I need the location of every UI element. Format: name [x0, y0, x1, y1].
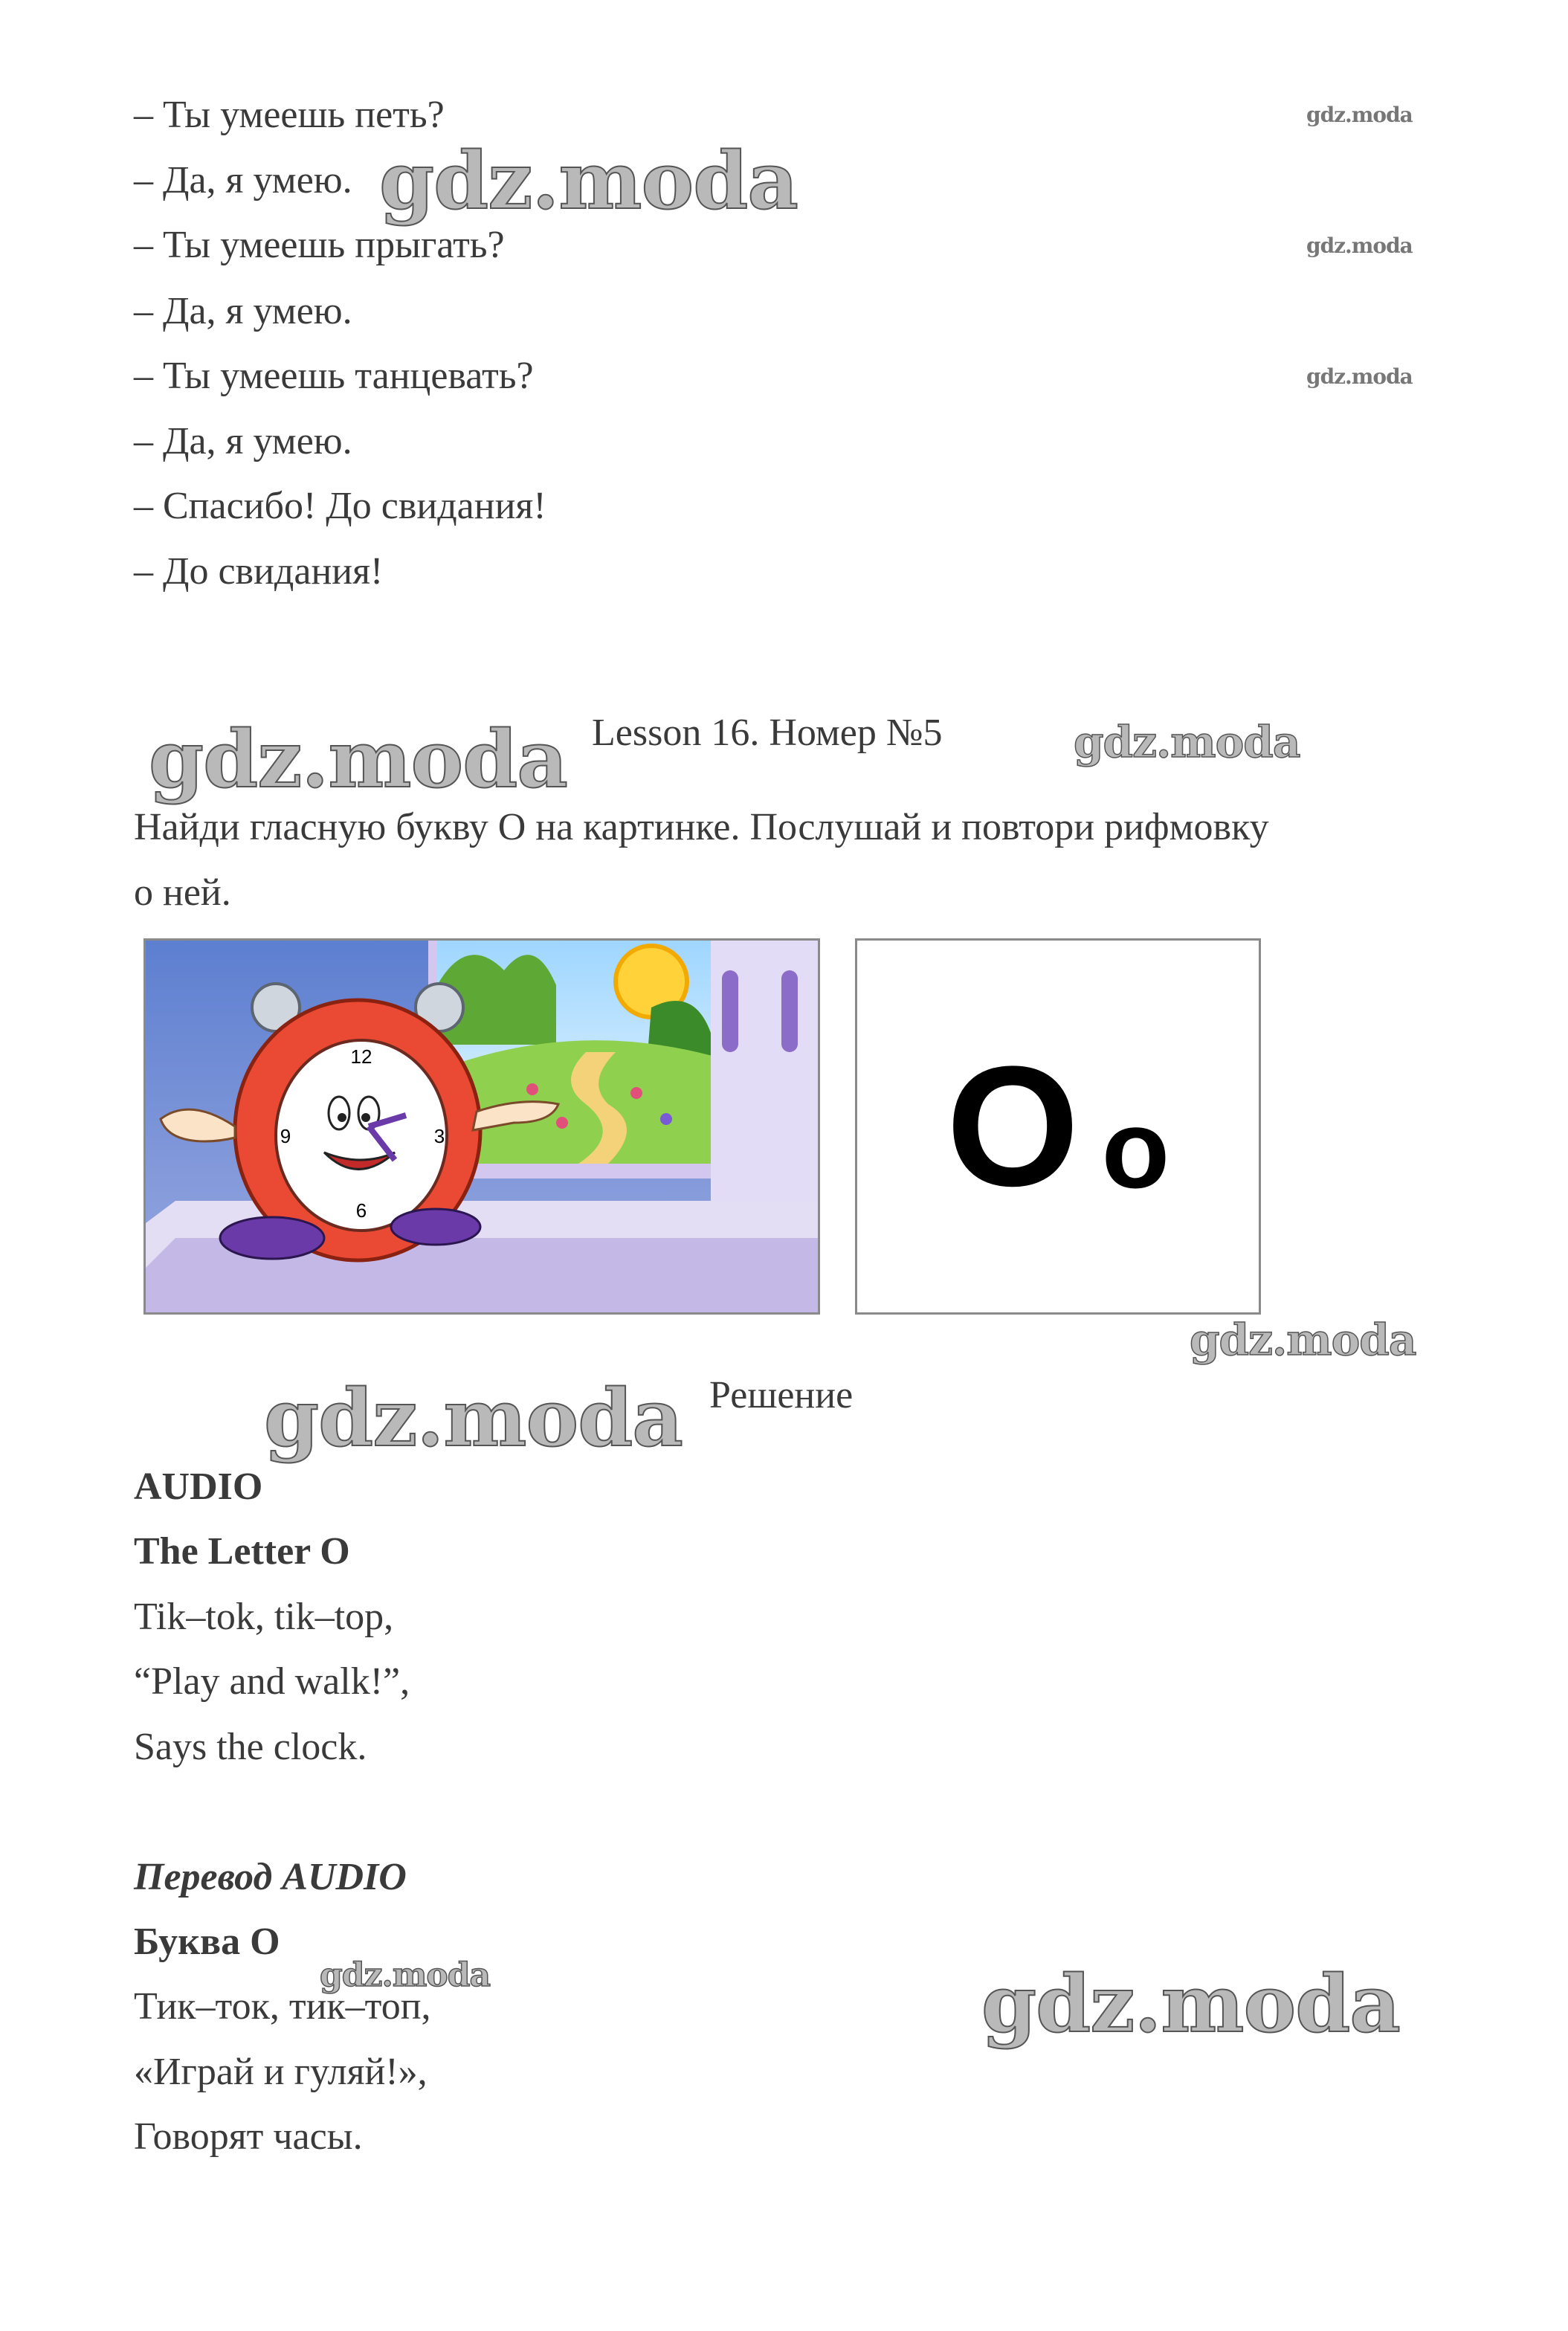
- audio-line: Tik–tok, tik–top,: [134, 1596, 394, 1638]
- dialogue-line: – Да, я умею.: [134, 159, 352, 201]
- dialogue-line: – До свидания!: [134, 550, 384, 593]
- watermark: gdz.moda: [320, 1956, 491, 1994]
- dialogue-line: – Ты умеешь прыгать?: [134, 224, 505, 266]
- audio-title: The Letter O: [134, 1530, 350, 1573]
- audio-label: AUDIO: [134, 1466, 263, 1508]
- letter-o-upper: O: [946, 1031, 1080, 1222]
- dialogue-line: – Спасибо! До свидания!: [134, 485, 546, 527]
- clock-picture: [146, 941, 818, 1312]
- translation-title: Буква О: [134, 1921, 280, 1963]
- lesson-heading: Lesson 16. Номер №5: [592, 712, 943, 754]
- watermark: gdz.moda: [1074, 717, 1300, 767]
- watermark: gdz.moda: [1306, 233, 1413, 258]
- watermark: gdz.moda: [1306, 103, 1413, 127]
- translation-line: Тик–ток, тик–топ,: [134, 1985, 431, 2028]
- watermark: gdz.moda: [1190, 1315, 1416, 1365]
- clock-number: 12: [350, 1045, 372, 1068]
- solution-label: Решение: [709, 1374, 854, 1416]
- dialogue-line: – Ты умеешь танцевать?: [134, 355, 534, 397]
- watermark: gdz.moda: [264, 1371, 683, 1464]
- clock-number: 3: [433, 1125, 445, 1147]
- translation-line: «Играй и гуляй!»,: [134, 2051, 428, 2093]
- task-text: о ней.: [134, 871, 231, 914]
- watermark: gdz.moda: [149, 712, 567, 805]
- translation-line: Говорят часы.: [134, 2115, 363, 2158]
- dialogue-line: – Да, я умею.: [134, 420, 352, 462]
- translation-label: Перевод AUDIO: [134, 1856, 407, 1898]
- watermark: gdz.moda: [1306, 364, 1413, 389]
- clock-illustration: [143, 938, 820, 1315]
- dialogue-line: – Ты умеешь петь?: [134, 94, 445, 136]
- task-text: Найди гласную букву О на картинке. Послушай и повтори рифмовку: [134, 806, 1269, 848]
- audio-line: Says the clock.: [134, 1726, 367, 1768]
- audio-line: “Play and walk!”,: [134, 1660, 410, 1703]
- clock-number: 9: [280, 1125, 291, 1147]
- clock-number: 6: [355, 1199, 367, 1222]
- watermark: gdz.moda: [981, 1957, 1400, 2050]
- watermark: gdz.moda: [379, 134, 798, 227]
- letter-o-card: [855, 938, 1261, 1315]
- letter-o-lower: o: [1101, 1086, 1170, 1211]
- dialogue-line: – Да, я умею.: [134, 290, 352, 332]
